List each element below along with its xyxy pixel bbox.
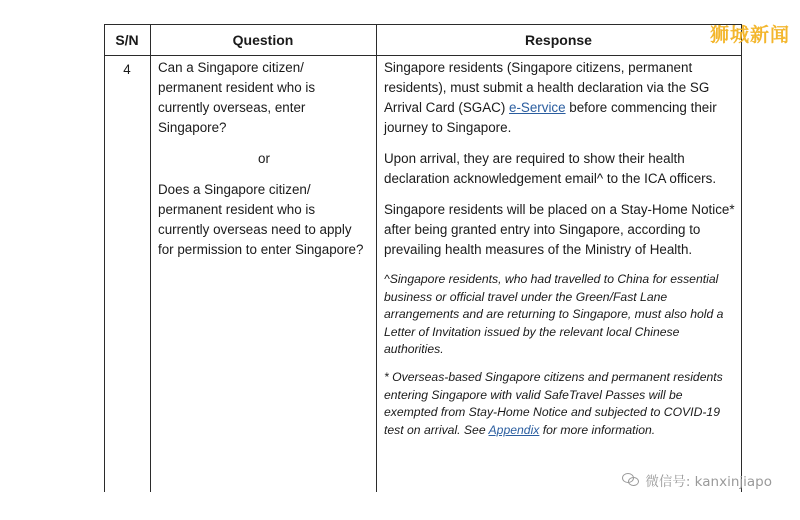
response-1-text-after: before commencing their journey to Singapore. xyxy=(384,100,717,135)
header-divider xyxy=(104,55,742,56)
header-question: Question xyxy=(232,31,294,48)
brand-logo-text: 狮城新闻 xyxy=(709,24,790,46)
question-text-2: Does a Singapore citizen/ permanent resident who is currently overseas need to apply for permission to enter Singapore? xyxy=(158,182,364,257)
header-response: Response xyxy=(525,31,592,48)
watermark-text: 微信号: kanxinjiapo xyxy=(645,474,772,490)
faq-table xyxy=(104,24,742,520)
response-cell xyxy=(384,58,736,449)
table-border-left xyxy=(104,24,105,492)
wechat-icon xyxy=(622,473,640,487)
table-divider-sn xyxy=(150,24,151,492)
row-sn: 4 xyxy=(123,62,131,77)
response-paragraph-1 xyxy=(384,58,736,138)
note-china-travellers: ^Singapore residents, who had travelled to China for essential business or official travel under the Green/Fast Lane arrangements and are returning to Singapore, must also hold a Letter of Invitation issued by the relevant local Chinese authorities. xyxy=(384,272,724,357)
e-service-link[interactable]: e-Service xyxy=(509,100,566,115)
note-2-text-after: for more information. xyxy=(539,422,656,437)
table-divider-question xyxy=(376,24,377,492)
question-text-1: Can a Singapore citizen/ permanent resident who is currently overseas, enter Singapore? xyxy=(158,60,316,135)
wechat-watermark xyxy=(622,470,772,490)
note-safetravel xyxy=(384,369,736,439)
header-sn: S/N xyxy=(115,31,139,48)
table-border-right xyxy=(741,24,742,492)
note-2-text-before: * Overseas-based Singapore citizens and permanent residents entering Singapore with valid SafeTravel Passes will be exempted from Stay-Home Notice and subjected to COVID-19 test on arrival. See xyxy=(384,369,723,437)
response-1-text-before: Singapore residents (Singapore citizens, permanent residents), must submit a health declaration via the SG Arrival Card (SGAC) xyxy=(384,60,710,115)
question-or: or xyxy=(258,151,270,166)
response-paragraph-3: Singapore residents will be placed on a Stay-Home Notice* after being granted entry into Singapore, according to prevailing health measures of the Ministry of Health. xyxy=(384,202,735,257)
response-paragraph-2: Upon arrival, they are required to show their health declaration acknowledgement email^ to the ICA officers. xyxy=(384,151,717,186)
question-cell xyxy=(158,58,370,271)
appendix-link[interactable]: Appendix xyxy=(488,422,540,437)
